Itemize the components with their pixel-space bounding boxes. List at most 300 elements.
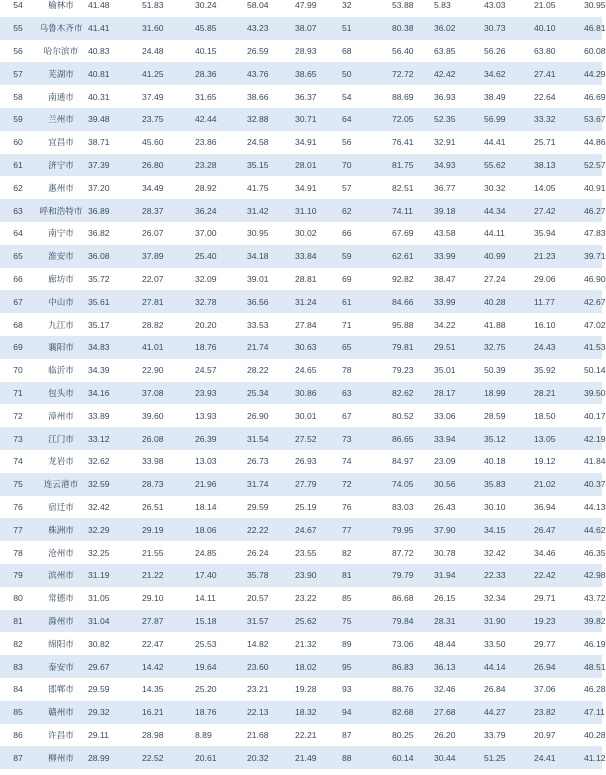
value-cell: 30.86 [293, 382, 338, 405]
value-cell: 41.75 [245, 176, 293, 199]
value-cell: 40.81 [86, 62, 140, 85]
value-cell: 44.27 [482, 701, 532, 724]
value-cell: 76 [338, 496, 390, 519]
value-cell: 63.80 [532, 40, 582, 63]
value-cell: 27.41 [532, 62, 582, 85]
table-row [0, 222, 602, 245]
value-cell: 33.12 [86, 427, 140, 450]
table-row [0, 382, 602, 405]
value-cell: 31.74 [245, 473, 293, 496]
value-cell: 26.59 [245, 40, 293, 63]
value-cell: 79.84 [390, 610, 432, 633]
value-cell: 42.44 [193, 108, 245, 131]
value-cell: 26.24 [245, 541, 293, 564]
value-cell: 23.86 [193, 131, 245, 154]
value-cell: 15.18 [193, 610, 245, 633]
value-cell: 36.56 [245, 290, 293, 313]
value-cell: 67 [338, 404, 390, 427]
value-cell: 38.49 [482, 85, 532, 108]
value-cell: 63 [338, 382, 390, 405]
city-name-cell: 临沂市 [36, 359, 86, 382]
value-cell: 31.60 [140, 17, 193, 40]
value-cell: 23.93 [193, 382, 245, 405]
value-cell: 40.28 [482, 290, 532, 313]
value-cell: 35.94 [532, 222, 582, 245]
value-cell: 43.72 [582, 587, 602, 610]
value-cell: 27.84 [293, 313, 338, 336]
value-cell: 79.95 [390, 518, 432, 541]
table-row [0, 427, 602, 450]
value-cell: 86.68 [390, 587, 432, 610]
value-cell: 11.77 [532, 290, 582, 313]
value-cell: 51.83 [140, 0, 193, 17]
value-cell: 41.84 [582, 450, 602, 473]
value-cell: 46.27 [582, 199, 602, 222]
value-cell: 28.93 [293, 40, 338, 63]
value-cell: 23.21 [245, 678, 293, 701]
value-cell: 50.14 [582, 359, 602, 382]
value-cell: 18.06 [193, 518, 245, 541]
value-cell: 92.82 [390, 268, 432, 291]
value-cell: 21.05 [532, 0, 582, 17]
value-cell: 46.28 [582, 678, 602, 701]
city-name-cell: 呼和浩特市 [36, 199, 86, 222]
value-cell: 21.68 [245, 724, 293, 747]
value-cell: 22.21 [293, 724, 338, 747]
city-name-cell: 滨州市 [36, 564, 86, 587]
value-cell: 33.53 [245, 313, 293, 336]
value-cell: 80.38 [390, 17, 432, 40]
value-cell: 40.18 [482, 450, 532, 473]
value-cell: 28.92 [193, 176, 245, 199]
value-cell: 82.62 [390, 382, 432, 405]
table-row [0, 610, 602, 633]
table-row [0, 655, 602, 678]
value-cell: 47.02 [582, 313, 602, 336]
value-cell: 59 [338, 245, 390, 268]
value-cell: 35.12 [482, 427, 532, 450]
value-cell: 29.71 [532, 587, 582, 610]
rank-cell: 60 [0, 131, 36, 154]
value-cell: 93 [338, 678, 390, 701]
rank-cell: 55 [0, 17, 36, 40]
value-cell: 60.08 [582, 40, 602, 63]
value-cell: 53.88 [390, 0, 432, 17]
value-cell: 30.56 [432, 473, 482, 496]
city-name-cell: 哈尔滨市 [36, 40, 86, 63]
value-cell: 62.61 [390, 245, 432, 268]
value-cell: 22.33 [482, 564, 532, 587]
rank-cell: 61 [0, 154, 36, 177]
city-name-cell: 许昌市 [36, 724, 86, 747]
value-cell: 72 [338, 473, 390, 496]
table-row [0, 290, 602, 313]
value-cell: 88 [338, 746, 390, 769]
city-name-cell: 赣州市 [36, 701, 86, 724]
value-cell: 18.02 [293, 655, 338, 678]
rank-cell: 81 [0, 610, 36, 633]
value-cell: 53.67 [582, 108, 602, 131]
rank-cell: 66 [0, 268, 36, 291]
value-cell: 31.24 [293, 290, 338, 313]
value-cell: 46.35 [582, 541, 602, 564]
value-cell: 23.75 [140, 108, 193, 131]
city-name-cell: 中山市 [36, 290, 86, 313]
value-cell: 44.41 [482, 131, 532, 154]
value-cell: 69 [338, 268, 390, 291]
value-cell: 24.58 [245, 131, 293, 154]
value-cell: 33.99 [432, 245, 482, 268]
table-row [0, 85, 602, 108]
value-cell: 32 [338, 0, 390, 17]
city-name-cell: 淮安市 [36, 245, 86, 268]
value-cell: 36.02 [432, 17, 482, 40]
value-cell: 21.23 [532, 245, 582, 268]
value-cell: 48.44 [432, 632, 482, 655]
value-cell: 36.24 [193, 199, 245, 222]
value-cell: 31.54 [245, 427, 293, 450]
value-cell: 30.44 [432, 746, 482, 769]
value-cell: 26.15 [432, 587, 482, 610]
value-cell: 37.20 [86, 176, 140, 199]
value-cell: 84.66 [390, 290, 432, 313]
table-row [0, 245, 602, 268]
value-cell: 72.72 [390, 62, 432, 85]
value-cell: 33.99 [432, 290, 482, 313]
table-row [0, 313, 602, 336]
table-row [0, 0, 602, 17]
value-cell: 48.51 [582, 655, 602, 678]
value-cell: 65 [338, 336, 390, 359]
table-row [0, 587, 602, 610]
value-cell: 28.17 [432, 382, 482, 405]
value-cell: 79.23 [390, 359, 432, 382]
value-cell: 31.04 [86, 610, 140, 633]
value-cell: 73.06 [390, 632, 432, 655]
value-cell: 26.08 [140, 427, 193, 450]
value-cell: 37.39 [86, 154, 140, 177]
value-cell: 41.41 [86, 17, 140, 40]
value-cell: 56 [338, 131, 390, 154]
value-cell: 35.92 [532, 359, 582, 382]
city-name-cell: 包头市 [36, 382, 86, 405]
value-cell: 38.13 [532, 154, 582, 177]
value-cell: 17.40 [193, 564, 245, 587]
value-cell: 33.79 [482, 724, 532, 747]
value-cell: 50.39 [482, 359, 532, 382]
table-row [0, 632, 602, 655]
value-cell: 28.36 [193, 62, 245, 85]
value-cell: 28.22 [245, 359, 293, 382]
value-cell: 31.65 [193, 85, 245, 108]
value-cell: 22.07 [140, 268, 193, 291]
value-cell: 32.09 [193, 268, 245, 291]
value-cell: 43.23 [245, 17, 293, 40]
city-name-cell: 南通市 [36, 85, 86, 108]
rank-cell: 58 [0, 85, 36, 108]
value-cell: 23.55 [293, 541, 338, 564]
city-name-cell: 惠州市 [36, 176, 86, 199]
value-cell: 33.84 [293, 245, 338, 268]
value-cell: 58.04 [245, 0, 293, 17]
value-cell: 36.93 [432, 85, 482, 108]
value-cell: 25.40 [193, 245, 245, 268]
value-cell: 24.65 [293, 359, 338, 382]
rank-cell: 86 [0, 724, 36, 747]
value-cell: 22.13 [245, 701, 293, 724]
value-cell: 44.62 [582, 518, 602, 541]
value-cell: 41.88 [482, 313, 532, 336]
value-cell: 18.50 [532, 404, 582, 427]
value-cell: 8.89 [193, 724, 245, 747]
value-cell: 13.93 [193, 404, 245, 427]
table-row [0, 17, 602, 40]
value-cell: 26.84 [482, 678, 532, 701]
value-cell: 37.08 [140, 382, 193, 405]
value-cell: 34.93 [432, 154, 482, 177]
value-cell: 23.82 [532, 701, 582, 724]
value-cell: 29.19 [140, 518, 193, 541]
table-row [0, 404, 602, 427]
value-cell: 36.13 [432, 655, 482, 678]
value-cell: 16.21 [140, 701, 193, 724]
value-cell: 39.18 [432, 199, 482, 222]
value-cell: 35.17 [86, 313, 140, 336]
value-cell: 62 [338, 199, 390, 222]
value-cell: 94 [338, 701, 390, 724]
table-row [0, 40, 602, 63]
city-name-cell: 南宁市 [36, 222, 86, 245]
value-cell: 32.42 [482, 541, 532, 564]
value-cell: 27.68 [432, 701, 482, 724]
rank-cell: 57 [0, 62, 36, 85]
value-cell: 18.32 [293, 701, 338, 724]
city-name-cell: 江门市 [36, 427, 86, 450]
table-row [0, 541, 602, 564]
value-cell: 39.48 [86, 108, 140, 131]
city-name-cell: 龙岩市 [36, 450, 86, 473]
value-cell: 46.81 [582, 17, 602, 40]
value-cell: 42.67 [582, 290, 602, 313]
value-cell: 40.37 [582, 473, 602, 496]
value-cell: 28.21 [532, 382, 582, 405]
value-cell: 33.06 [432, 404, 482, 427]
value-cell: 80.25 [390, 724, 432, 747]
value-cell: 26.93 [293, 450, 338, 473]
value-cell: 34.62 [482, 62, 532, 85]
value-cell: 23.28 [193, 154, 245, 177]
value-cell: 44.13 [582, 496, 602, 519]
value-cell: 14.42 [140, 655, 193, 678]
value-cell: 38.71 [86, 131, 140, 154]
value-cell: 28.01 [293, 154, 338, 177]
value-cell: 22.42 [532, 564, 582, 587]
value-cell: 22.22 [245, 518, 293, 541]
value-cell: 36.77 [432, 176, 482, 199]
value-cell: 36.08 [86, 245, 140, 268]
value-cell: 36.89 [86, 199, 140, 222]
rank-cell: 78 [0, 541, 36, 564]
value-cell: 57 [338, 176, 390, 199]
value-cell: 40.10 [532, 17, 582, 40]
value-cell: 40.17 [582, 404, 602, 427]
value-cell: 42.42 [432, 62, 482, 85]
rank-cell: 65 [0, 245, 36, 268]
value-cell: 33.50 [482, 632, 532, 655]
rank-cell: 83 [0, 655, 36, 678]
value-cell: 36.37 [293, 85, 338, 108]
value-cell: 32.29 [86, 518, 140, 541]
value-cell: 35.15 [245, 154, 293, 177]
value-cell: 35.83 [482, 473, 532, 496]
value-cell: 29.10 [140, 587, 193, 610]
value-cell: 33.32 [532, 108, 582, 131]
value-cell: 38.65 [293, 62, 338, 85]
value-cell: 30.82 [86, 632, 140, 655]
rank-cell: 54 [0, 0, 36, 17]
value-cell: 24.67 [293, 518, 338, 541]
value-cell: 24.48 [140, 40, 193, 63]
value-cell: 73 [338, 427, 390, 450]
value-cell: 37.00 [193, 222, 245, 245]
value-cell: 29.59 [86, 678, 140, 701]
value-cell: 31.10 [293, 199, 338, 222]
value-cell: 28.99 [86, 746, 140, 769]
value-cell: 20.97 [532, 724, 582, 747]
value-cell: 25.53 [193, 632, 245, 655]
value-cell: 30.95 [245, 222, 293, 245]
value-cell: 46.69 [582, 85, 602, 108]
value-cell: 13.05 [532, 427, 582, 450]
value-cell: 24.57 [193, 359, 245, 382]
value-cell: 77 [338, 518, 390, 541]
value-cell: 68 [338, 40, 390, 63]
value-cell: 40.91 [582, 176, 602, 199]
city-name-cell: 连云港市 [36, 473, 86, 496]
value-cell: 30.73 [482, 17, 532, 40]
value-cell: 21.32 [293, 632, 338, 655]
table-row [0, 518, 602, 541]
table-row [0, 678, 602, 701]
rank-cell: 79 [0, 564, 36, 587]
value-cell: 41.48 [86, 0, 140, 17]
value-cell: 5.83 [432, 0, 482, 17]
value-cell: 63.85 [432, 40, 482, 63]
value-cell: 29.59 [245, 496, 293, 519]
rank-cell: 69 [0, 336, 36, 359]
value-cell: 81 [338, 564, 390, 587]
table-row [0, 564, 602, 587]
value-cell: 28.31 [432, 610, 482, 633]
value-cell: 32.75 [482, 336, 532, 359]
value-cell: 19.23 [532, 610, 582, 633]
value-cell: 86.65 [390, 427, 432, 450]
value-cell: 81.75 [390, 154, 432, 177]
value-cell: 61 [338, 290, 390, 313]
city-name-cell: 兰州市 [36, 108, 86, 131]
value-cell: 25.34 [245, 382, 293, 405]
rank-cell: 64 [0, 222, 36, 245]
value-cell: 32.42 [86, 496, 140, 519]
value-cell: 14.35 [140, 678, 193, 701]
value-cell: 37.06 [532, 678, 582, 701]
value-cell: 21.02 [532, 473, 582, 496]
value-cell: 40.31 [86, 85, 140, 108]
city-name-cell: 宜昌市 [36, 131, 86, 154]
rank-cell: 87 [0, 746, 36, 769]
value-cell: 44.34 [482, 199, 532, 222]
value-cell: 82 [338, 541, 390, 564]
value-cell: 23.60 [245, 655, 293, 678]
value-cell: 84.97 [390, 450, 432, 473]
value-cell: 39.50 [582, 382, 602, 405]
value-cell: 26.20 [432, 724, 482, 747]
value-cell: 38.66 [245, 85, 293, 108]
value-cell: 31.42 [245, 199, 293, 222]
value-cell: 26.94 [532, 655, 582, 678]
table-row [0, 108, 602, 131]
value-cell: 37.90 [432, 518, 482, 541]
value-cell: 24.43 [532, 336, 582, 359]
city-name-cell: 滁州市 [36, 610, 86, 633]
value-cell: 32.46 [432, 678, 482, 701]
value-cell: 44.86 [582, 131, 602, 154]
city-name-cell: 漳州市 [36, 404, 86, 427]
value-cell: 25.62 [293, 610, 338, 633]
value-cell: 85 [338, 587, 390, 610]
value-cell: 19.64 [193, 655, 245, 678]
value-cell: 21.96 [193, 473, 245, 496]
value-cell: 43.76 [245, 62, 293, 85]
value-cell: 87.72 [390, 541, 432, 564]
rank-cell: 74 [0, 450, 36, 473]
value-cell: 32.59 [86, 473, 140, 496]
value-cell: 18.14 [193, 496, 245, 519]
value-cell: 25.71 [532, 131, 582, 154]
value-cell: 64 [338, 108, 390, 131]
value-cell: 27.81 [140, 290, 193, 313]
value-cell: 71 [338, 313, 390, 336]
value-cell: 41.01 [140, 336, 193, 359]
value-cell: 19.12 [532, 450, 582, 473]
value-cell: 30.63 [293, 336, 338, 359]
value-cell: 38.47 [432, 268, 482, 291]
rank-cell: 76 [0, 496, 36, 519]
value-cell: 34.49 [140, 176, 193, 199]
value-cell: 29.77 [532, 632, 582, 655]
value-cell: 44.11 [482, 222, 532, 245]
rank-cell: 82 [0, 632, 36, 655]
value-cell: 30.95 [582, 0, 602, 17]
rank-cell: 59 [0, 108, 36, 131]
value-cell: 20.61 [193, 746, 245, 769]
value-cell: 41.12 [582, 746, 602, 769]
value-cell: 34.91 [293, 131, 338, 154]
value-cell: 27.79 [293, 473, 338, 496]
value-cell: 22.52 [140, 746, 193, 769]
value-cell: 27.87 [140, 610, 193, 633]
city-name-cell: 邯郸市 [36, 678, 86, 701]
value-cell: 21.55 [140, 541, 193, 564]
value-cell: 67.69 [390, 222, 432, 245]
value-cell: 26.39 [193, 427, 245, 450]
value-cell: 37.49 [140, 85, 193, 108]
city-name-cell: 芜湖市 [36, 62, 86, 85]
value-cell: 26.73 [245, 450, 293, 473]
value-cell: 30.78 [432, 541, 482, 564]
table-row [0, 62, 602, 85]
value-cell: 28.81 [293, 268, 338, 291]
